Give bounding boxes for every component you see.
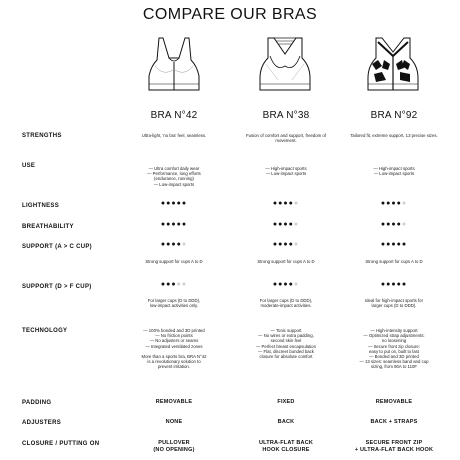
rating-dot-filled: ● [396, 200, 402, 207]
technology-n42 [128, 328, 220, 369]
tech-line: second skin feel [270, 338, 302, 344]
rating-dot-filled: ● [386, 241, 392, 248]
tech-line: — No wires or extra padding, [258, 333, 314, 339]
tech-line: closure for absolute comfort [259, 354, 313, 360]
rating-dot-empty: ● [181, 281, 188, 288]
rating-dot-filled: ● [288, 241, 294, 248]
closure-n92 [344, 440, 444, 454]
lightness-rating-n38 [236, 200, 336, 207]
rating-dot-filled: ● [380, 200, 387, 207]
rating-dot-filled: ● [160, 200, 167, 207]
bra-n38-illustration [256, 36, 314, 92]
use-line: — Low-impact sports [153, 181, 195, 187]
support-ac-rating-n42 [128, 241, 220, 248]
rating-dot-filled: ● [283, 221, 289, 228]
use-line: — Performance, long efforts [147, 171, 201, 177]
support-df-rating-n38 [236, 281, 336, 288]
tech-line: — Tonic support [270, 328, 302, 333]
rating-dot-empty: ● [293, 200, 300, 207]
rating-dot-filled: ● [396, 221, 402, 228]
rating-dot-filled: ● [391, 241, 397, 248]
rating-dot-filled: ● [386, 200, 392, 207]
row-label-use: USE [22, 163, 36, 169]
rating-dot-filled: ● [272, 221, 279, 228]
tech-line: More than a sports bra, BRA N°42 [141, 353, 207, 359]
rating-dot-filled: ● [166, 281, 172, 288]
use-line: — High-impact sports [373, 166, 415, 171]
use-n92 [344, 166, 444, 176]
use-line: — Low-impact sports [265, 171, 307, 177]
product-name-n38: BRA N°38 [262, 110, 310, 121]
tech-line: — Flat, discreet bonded back [258, 348, 314, 354]
breathability-rating-n92 [344, 221, 444, 228]
strengths-n42: Ultra-light, 'no bra' feel, seamless. [141, 133, 207, 138]
adjusters-n42: NONE [165, 419, 183, 425]
adjusters-n38: BACK [277, 419, 295, 425]
product-name-n92: BRA N°92 [370, 110, 418, 121]
closure-line: HOOK CLOSURE [262, 447, 310, 453]
rating-dot-filled: ● [396, 281, 402, 288]
rating-dot-empty: ● [293, 241, 300, 248]
rating-dot-filled: ● [181, 200, 188, 207]
lightness-rating-n92 [344, 200, 444, 207]
support-df-rating-n42 [128, 281, 220, 288]
tech-line: — Integrated ventilated zones [145, 343, 203, 349]
technology-n38 [236, 328, 336, 359]
support-ac-note-n42: Strong support for cups A to D [145, 259, 203, 264]
rating-dot-empty: ● [401, 200, 408, 207]
bra-n42-illustration [145, 36, 203, 92]
rating-dot-empty: ● [181, 241, 188, 248]
row-label-technology: TECHNOLOGY [22, 328, 68, 334]
rating-dot-filled: ● [166, 241, 172, 248]
row-label-lightness: LIGHTNESS [22, 203, 60, 209]
closure-n42 [128, 440, 220, 454]
rating-dot-filled: ● [171, 241, 177, 248]
support-ac-note-n92: Strong support for cups A to D [365, 259, 423, 264]
rating-dot-filled: ● [288, 200, 294, 207]
rating-dot-filled: ● [278, 200, 284, 207]
rating-dot-filled: ● [380, 221, 387, 228]
rating-dot-filled: ● [380, 281, 387, 288]
tech-line: — Bonded and 3D printed [369, 354, 419, 360]
tech-line: easy to put on, built to last [369, 348, 419, 354]
rating-dot-filled: ● [160, 241, 167, 248]
use-n42 [128, 166, 220, 187]
row-label-padding: PADDING [22, 400, 52, 406]
rating-dot-filled: ● [272, 241, 279, 248]
rating-dot-filled: ● [283, 281, 289, 288]
tech-line: — Optimized strap adjustments: [363, 333, 425, 339]
breathability-rating-n38 [236, 221, 336, 228]
note-line: Ideal for high-impact sports for [364, 298, 424, 303]
tech-line: — 13 sizes: seamless band and cup [359, 359, 429, 365]
rating-dot-filled: ● [278, 221, 284, 228]
rating-dot-filled: ● [171, 221, 177, 228]
rating-dot-filled: ● [272, 281, 279, 288]
rating-dot-filled: ● [386, 221, 392, 228]
tech-line: — 100% bonded and 3D printed [143, 328, 205, 333]
rating-dot-filled: ● [380, 241, 387, 248]
use-line: (endurance, running) [154, 176, 194, 182]
rating-dot-filled: ● [283, 241, 289, 248]
rating-dot-empty: ● [293, 221, 300, 228]
support-df-note-n92 [344, 298, 444, 308]
closure-line: ULTRA-FLAT BACK [258, 440, 314, 446]
rating-dot-filled: ● [176, 200, 182, 207]
rating-dot-filled: ● [391, 200, 397, 207]
rating-dot-filled: ● [160, 281, 167, 288]
padding-n92: REMOVABLE [375, 399, 413, 405]
rating-dot-filled: ● [181, 221, 188, 228]
rating-dot-filled: ● [272, 200, 279, 207]
rating-dot-filled: ● [283, 200, 289, 207]
page-title: COMPARE OUR BRAS [142, 6, 318, 23]
row-label-support-ac: SUPPORT (A > C CUP) [22, 244, 92, 250]
technology-n92 [344, 328, 444, 370]
tech-line: sizing, from 80A to 110F [370, 364, 417, 370]
rating-dot-filled: ● [288, 221, 294, 228]
row-label-breathability: BREATHABILITY [22, 224, 74, 230]
rating-dot-filled: ● [278, 281, 284, 288]
tech-line: — Perfect breast encapsulation [256, 343, 316, 349]
tech-line: — No friction points [155, 333, 193, 339]
note-line: larger cups (D to DDD). [371, 303, 417, 309]
padding-n38: FIXED [277, 399, 295, 405]
rating-dot-filled: ● [391, 281, 397, 288]
rating-dot-filled: ● [176, 241, 182, 248]
rating-dot-filled: ● [171, 200, 177, 207]
breathability-rating-n42 [128, 221, 220, 228]
support-ac-note-n38: Strong support for cups A to D [257, 259, 315, 264]
row-label-strengths: STRENGTHS [22, 133, 62, 139]
rating-dot-filled: ● [166, 200, 172, 207]
bra-n92-illustration [364, 36, 422, 92]
rating-dot-filled: ● [396, 241, 402, 248]
product-name-n42: BRA N°42 [150, 110, 198, 121]
support-df-rating-n92 [344, 281, 444, 288]
rating-dot-filled: ● [278, 241, 284, 248]
tech-line: prevent irritation. [157, 364, 190, 370]
lightness-rating-n42 [128, 200, 220, 207]
rating-dot-filled: ● [171, 281, 177, 288]
use-n38 [236, 166, 336, 176]
row-label-adjusters: ADJUSTERS [22, 420, 62, 426]
rating-dot-empty: ● [293, 281, 300, 288]
tech-line: — No adjusters or seams [149, 338, 199, 344]
rating-dot-filled: ● [401, 241, 408, 248]
support-df-note-n38 [236, 298, 336, 308]
support-ac-rating-n92 [344, 241, 444, 248]
padding-n42: REMOVABLE [155, 399, 193, 405]
closure-line: + ULTRA-FLAT BACK HOOK [354, 447, 434, 453]
adjusters-n92: BACK + STRAPS [370, 419, 418, 425]
rating-dot-empty: ● [401, 221, 408, 228]
strengths-n38: Fusion of comfort and support, freedom of movement. [245, 133, 326, 144]
rating-dot-filled: ● [288, 281, 294, 288]
rating-dot-filled: ● [176, 221, 182, 228]
support-ac-rating-n38 [236, 241, 336, 248]
note-line: For larger cups (D to DDD), [259, 298, 313, 303]
rating-dot-filled: ● [160, 221, 167, 228]
rating-dot-empty: ● [176, 281, 182, 288]
use-line: — Ultra comfort daily wear [148, 166, 200, 171]
note-line: For larger cups (D to DDD), [147, 298, 201, 303]
note-line: moderate-impact activities. [260, 303, 312, 309]
rating-dot-filled: ● [166, 221, 172, 228]
closure-line: (NO OPENING) [153, 447, 195, 453]
tech-line: — High-intensity support [370, 328, 418, 333]
row-label-closure: CLOSURE / PUTTING ON [22, 441, 100, 447]
rating-dot-filled: ● [391, 221, 397, 228]
note-line: low-impact activities only. [149, 303, 199, 309]
tech-line: — Secure front zip closure: [368, 343, 420, 349]
strengths-n92: Tailored fit, extreme support, 13 precise sizes. [350, 133, 438, 138]
row-label-support-df: SUPPORT (D > F CUP) [22, 284, 92, 290]
use-line: — High-impact sports [265, 166, 307, 171]
rating-dot-filled: ● [401, 281, 408, 288]
use-line: — Low-impact sports [373, 171, 415, 177]
tech-line: no loosening [381, 338, 407, 344]
tech-line: is a revolutionary solution to [147, 359, 201, 365]
closure-line: SECURE FRONT ZIP [365, 440, 423, 446]
rating-dot-filled: ● [386, 281, 392, 288]
closure-line: PULLOVER [158, 440, 190, 446]
closure-n38 [236, 440, 336, 454]
support-df-note-n42 [128, 298, 220, 308]
